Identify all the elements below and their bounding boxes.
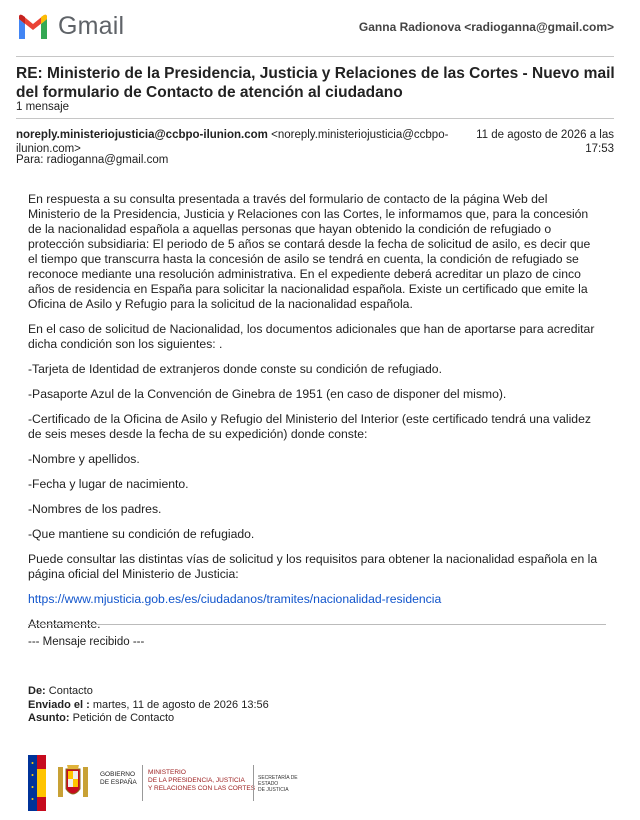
coat-of-arms-icon	[54, 763, 92, 803]
gmail-wordmark: Gmail	[58, 12, 125, 40]
gobierno-line: GOBIERNO	[100, 771, 136, 778]
espana-line: DE ESPAÑA	[100, 779, 137, 786]
body-paragraph: -Que mantiene su condición de refugiado.	[28, 527, 255, 541]
header-divider	[16, 56, 614, 57]
subject-divider	[16, 118, 614, 119]
body-paragraph: En el caso de solicitud de Nacionalidad, los documentos adicionales que han de aportarse para acreditar dicha condición son los siguientes: .	[28, 322, 595, 351]
justice-link[interactable]: https://www.mjusticia.gob.es/es/ciudadanos/tramites/nacionalidad-residencia	[28, 592, 442, 606]
secretaria-label	[258, 775, 318, 793]
gmail-logo[interactable]	[16, 12, 124, 41]
thread-subject: RE: Ministerio de la Presidencia, Justicia y Relaciones de las Cortes - Nuevo mail del formulario de Contacto de atención al ciudadano	[16, 65, 615, 101]
body-paragraph: -Certificado de la Oficina de Asilo y Refugio del Ministerio del Interior (este certificado tendrá una validez de seis meses desde la fecha de su expedición) donde conste:	[28, 412, 591, 441]
banner-divider	[142, 765, 143, 801]
subject-value: Petición de Contacto	[72, 712, 175, 724]
body-paragraph: -Nombres de los padres.	[28, 502, 162, 516]
closing-text: Atentamente.	[28, 617, 101, 631]
gobierno-label	[100, 771, 137, 787]
original-message-meta	[28, 685, 269, 726]
from-value: Contacto	[48, 685, 93, 697]
gmail-m-icon	[16, 13, 50, 41]
ministerio-line: MINISTERIO	[148, 769, 186, 776]
sent-value: martes, 11 de agosto de 2026 13:56	[92, 698, 269, 711]
body-paragraph: -Tarjeta de Identidad de extranjeros donde conste su condición de refugiado.	[28, 362, 442, 376]
message-body	[28, 192, 600, 642]
account-label: Ganna Radionova <radioganna@gmail.com>	[358, 20, 614, 34]
banner-divider	[253, 765, 254, 801]
gmail-header	[0, 0, 640, 56]
body-paragraph: -Fecha y lugar de nacimiento.	[28, 477, 189, 491]
received-label: --- Mensaje recibido ---	[28, 636, 145, 648]
government-banner	[28, 755, 318, 811]
body-paragraph: -Pasaporte Azul de la Convención de Ginebra de 1951 (en caso de disponer del mismo).	[28, 387, 507, 401]
eu-spain-flag-icon	[28, 755, 46, 811]
sender-info	[16, 128, 456, 156]
sender-name: noreply.ministeriojusticia@ccbpo-ilunion.com	[16, 129, 268, 141]
quote-separator	[28, 624, 606, 625]
ministerio-label	[148, 769, 255, 793]
body-paragraph: Puede consultar las distintas vías de solicitud y los requisitos para obtener la nacionalidad española en la página oficial del Ministerio de Justicia:	[28, 552, 598, 581]
body-paragraph: En respuesta a su consulta presentada a través del formulario de contacto de la página Web del Ministerio de la Presidencia, Justicia y Relaciones con las Cortes, le informamos que, para la concesión de la nacionalidad española a aquellas personas que hayan obtenido la condición de refugiado o protección subsidiaria: El periodo de 5 años se contará desde la fecha de solicitud de asilo, es decir que el tiempo que transcurra hasta la concesión de asilo se tendrá en cuenta, la condición de refugiado se reconoce mediante una resolución administrativa. En el expediente deberá acreditar un plazo de cinco años de residencia en España para solicitar la nacionalidad española. Existe un certificado que emite la Oficina de Asilo y Refugio para la solicitud de la nacionalidad española.	[28, 192, 591, 311]
secretaria-line: DE JUSTICIA	[258, 787, 289, 793]
ministerio-line: Y RELACIONES CON LAS CORTES	[148, 785, 256, 792]
from-label: De:	[28, 685, 46, 697]
recipient-line: Para: radioganna@gmail.com	[16, 154, 169, 166]
body-paragraph: -Nombre y apellidos.	[28, 452, 140, 466]
sender-email: <noreply.ministeriojusticia@ccbpo-ilunion.com>	[16, 129, 449, 155]
ministerio-line: DE LA PRESIDENCIA, JUSTICIA	[148, 777, 245, 784]
sent-label: Enviado el :	[28, 698, 90, 711]
subject-label: Asunto:	[28, 712, 70, 724]
secretaria-line: SECRETARÍA DE ESTADO	[258, 775, 298, 787]
message-count: 1 mensaje	[16, 101, 70, 113]
message-date: 11 de agosto de 2026 a las 17:53	[476, 129, 614, 155]
